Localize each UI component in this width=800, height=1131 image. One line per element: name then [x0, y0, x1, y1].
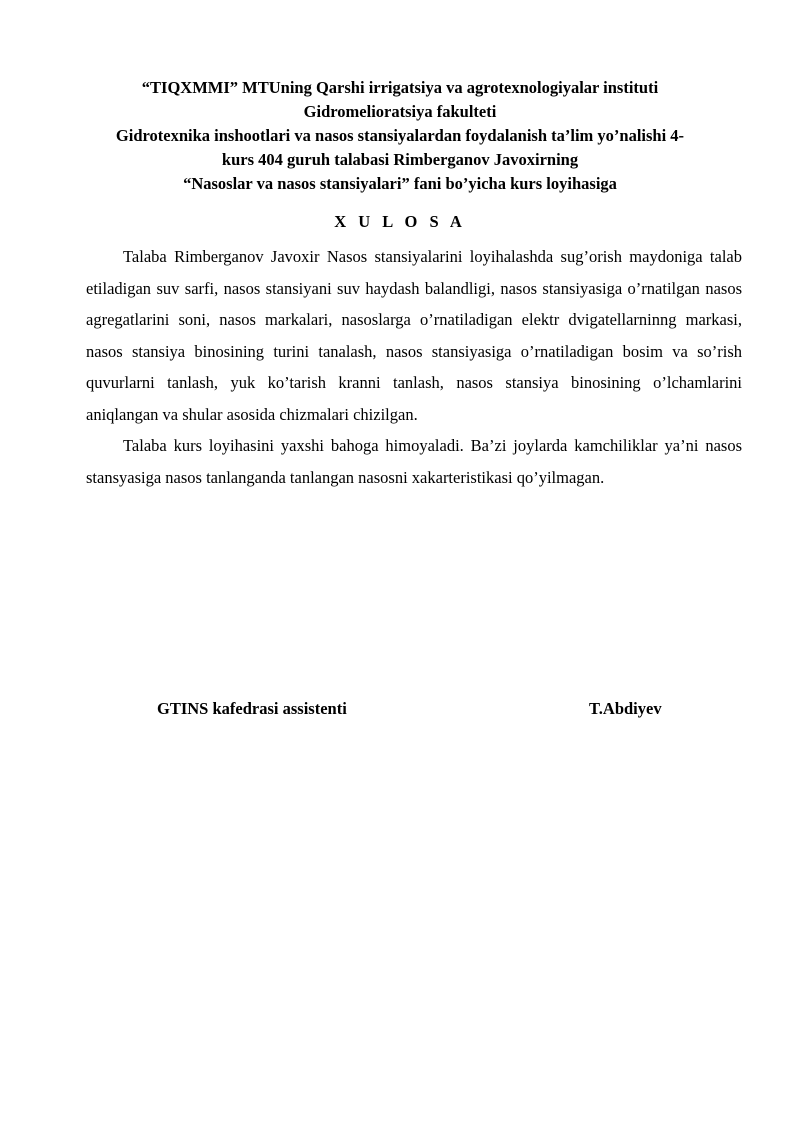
- paragraph-2: Talaba kurs loyihasini yaxshi bahoga himoyaladi. Ba’zi joylarda kamchiliklar ya’ni nasos stansyasiga nasos tanlanganda tanlangan nasosni xakarteristikasi qo’yilmagan.: [86, 436, 742, 487]
- document-header: [70, 76, 730, 196]
- signature-name: T.Abdiyev: [589, 699, 662, 718]
- document-body: [86, 241, 742, 493]
- header-line-faculty: Gidromelioratsiya fakulteti: [303, 102, 497, 121]
- header-line-subject: “Nasoslar va nasos stansiyalari” fani bo’yicha kurs loyihasiga: [183, 174, 617, 193]
- document-title: X U L O S A: [334, 212, 466, 231]
- header-line-direction: Gidrotexnika inshootlari va nasos stansiyalardan foydalanish ta’lim yo’nalishi 4-: [115, 126, 685, 145]
- header-line-student: kurs 404 guruh talabasi Rimberganov Javoxirning: [221, 150, 579, 169]
- signature-position: GTINS kafedrasi assistenti: [157, 699, 347, 718]
- paragraph-1: Talaba Rimberganov Javoxir Nasos stansiyalarini loyihalashda sug’orish maydoniga talab etiladigan suv sarfi, nasos stansiyani suv haydash balandligi, nasos stansiyasiga o’rnatilgan nasos agregatlarini soni, nasos markalari, nasoslarga o’rnatiladigan elektr dvigatellarninng markasi, nasos stansiya binosining turini tanalash, nasos stansiyasiga o’rnatiladigan bosim va so’rish quvurlarni tanlash, yuk ko’tarish kranni tanlash, nasos stansiya binosining o’lchamlarini aniqlangan va shular asosida chizmalari chizilgan.: [86, 247, 742, 424]
- header-line-institute: “TIQXMMI” MTUning Qarshi irrigatsiya va agrotexnologiyalar instituti: [141, 78, 659, 97]
